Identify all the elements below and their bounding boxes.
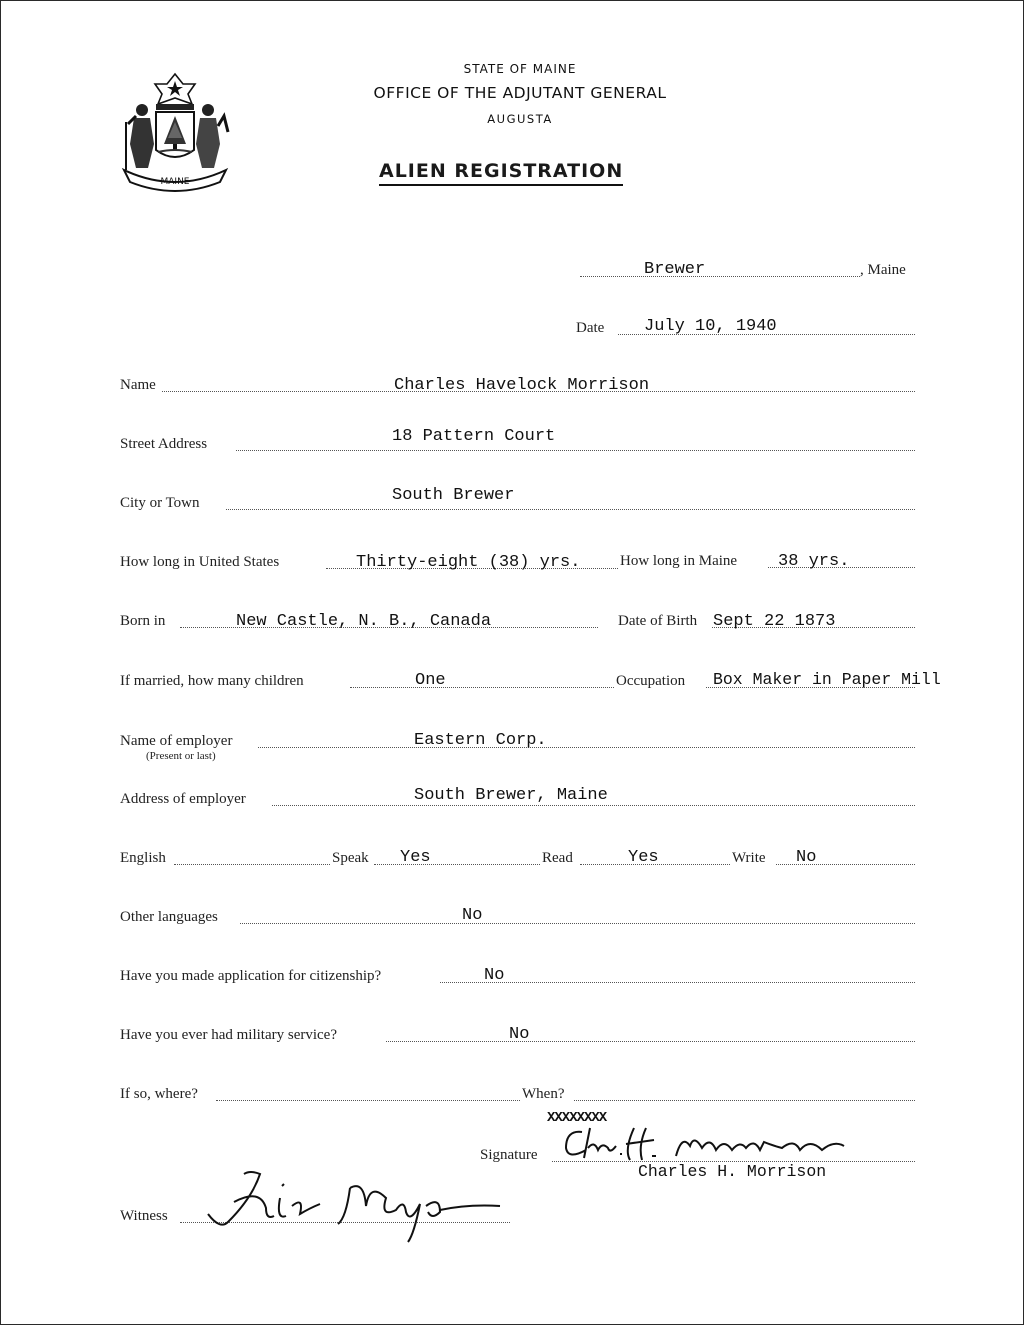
citizenship-label: Have you made application for citizenship? [120, 968, 382, 984]
state-heading: STATE OF MAINE [463, 62, 577, 76]
name-value: Charles Havelock Morrison [394, 376, 650, 395]
how-long-maine-label: How long in Maine [620, 553, 738, 569]
name-label: Name [120, 377, 156, 393]
speak-line [374, 864, 540, 865]
children-line [350, 687, 614, 688]
military-label: Have you ever had military service? [120, 1027, 337, 1043]
if-so-where-label: If so, where? [120, 1086, 198, 1102]
speak-value: Yes [400, 848, 431, 867]
english-line [174, 864, 330, 865]
military-line [386, 1041, 915, 1042]
maine-state-seal [120, 72, 230, 194]
citizenship-line [440, 982, 915, 983]
city-line [226, 509, 915, 510]
how-long-us-value: Thirty-eight (38) yrs. [356, 553, 581, 572]
children-value: One [415, 671, 446, 690]
form-title: ALIEN REGISTRATION [379, 160, 623, 186]
struck-out-text: XXXXXXXX [547, 1110, 607, 1126]
street-address-value: 18 Pattern Court [392, 427, 556, 446]
city-value: South Brewer [392, 486, 515, 505]
street-address-label: Street Address [120, 436, 208, 452]
signature-label: Signature [480, 1147, 538, 1163]
witness-label: Witness [120, 1208, 168, 1224]
date-of-birth-value: Sept 22 1873 [713, 612, 836, 631]
other-languages-label: Other languages [120, 909, 218, 925]
other-languages-line [240, 923, 915, 924]
military-value: No [509, 1025, 530, 1044]
employer-line [258, 747, 915, 748]
citizenship-value: No [484, 966, 505, 985]
born-in-label: Born in [120, 613, 166, 629]
town-line [580, 276, 860, 277]
speak-label: Speak [332, 850, 369, 866]
if-so-where-line [216, 1100, 520, 1101]
date-label: Date [576, 320, 605, 336]
other-languages-value: No [462, 906, 483, 925]
employer-address-value: South Brewer, Maine [414, 786, 608, 805]
read-label: Read [542, 850, 573, 866]
seal-text: MAINE [160, 177, 190, 187]
how-long-us-label: How long in United States [120, 554, 280, 570]
city-label: City or Town [120, 495, 200, 511]
handwritten-signature [560, 1120, 870, 1166]
occupation-value: Box Maker in Paper Mill [713, 670, 941, 689]
street-address-line [236, 450, 915, 451]
occupation-label: Occupation [616, 673, 686, 689]
date-value: July 10, 1940 [644, 317, 777, 336]
read-value: Yes [628, 848, 659, 867]
born-in-value: New Castle, N. B., Canada [236, 612, 492, 631]
maine-label: , Maine [860, 262, 906, 278]
employer-label: Name of employer [120, 733, 233, 749]
write-value: No [796, 848, 817, 867]
when-label: When? [522, 1086, 565, 1102]
children-label: If married, how many children [120, 673, 304, 689]
english-label: English [120, 850, 166, 866]
office-heading: OFFICE OF THE ADJUTANT GENERAL [373, 84, 667, 102]
how-long-maine-value: 38 yrs. [778, 552, 850, 571]
witness-handwritten-signature [200, 1168, 510, 1244]
employer-note: (Present or last) [146, 750, 216, 762]
write-label: Write [732, 850, 766, 866]
signature-printed-name: Charles H. Morrison [638, 1162, 827, 1181]
date-of-birth-label: Date of Birth [618, 613, 698, 629]
employer-value: Eastern Corp. [414, 731, 547, 750]
employer-address-label: Address of employer [120, 791, 246, 807]
city-heading: AUGUSTA [487, 112, 553, 126]
employer-address-line [272, 805, 915, 806]
when-line [574, 1100, 915, 1101]
town-value: Brewer [644, 260, 706, 279]
